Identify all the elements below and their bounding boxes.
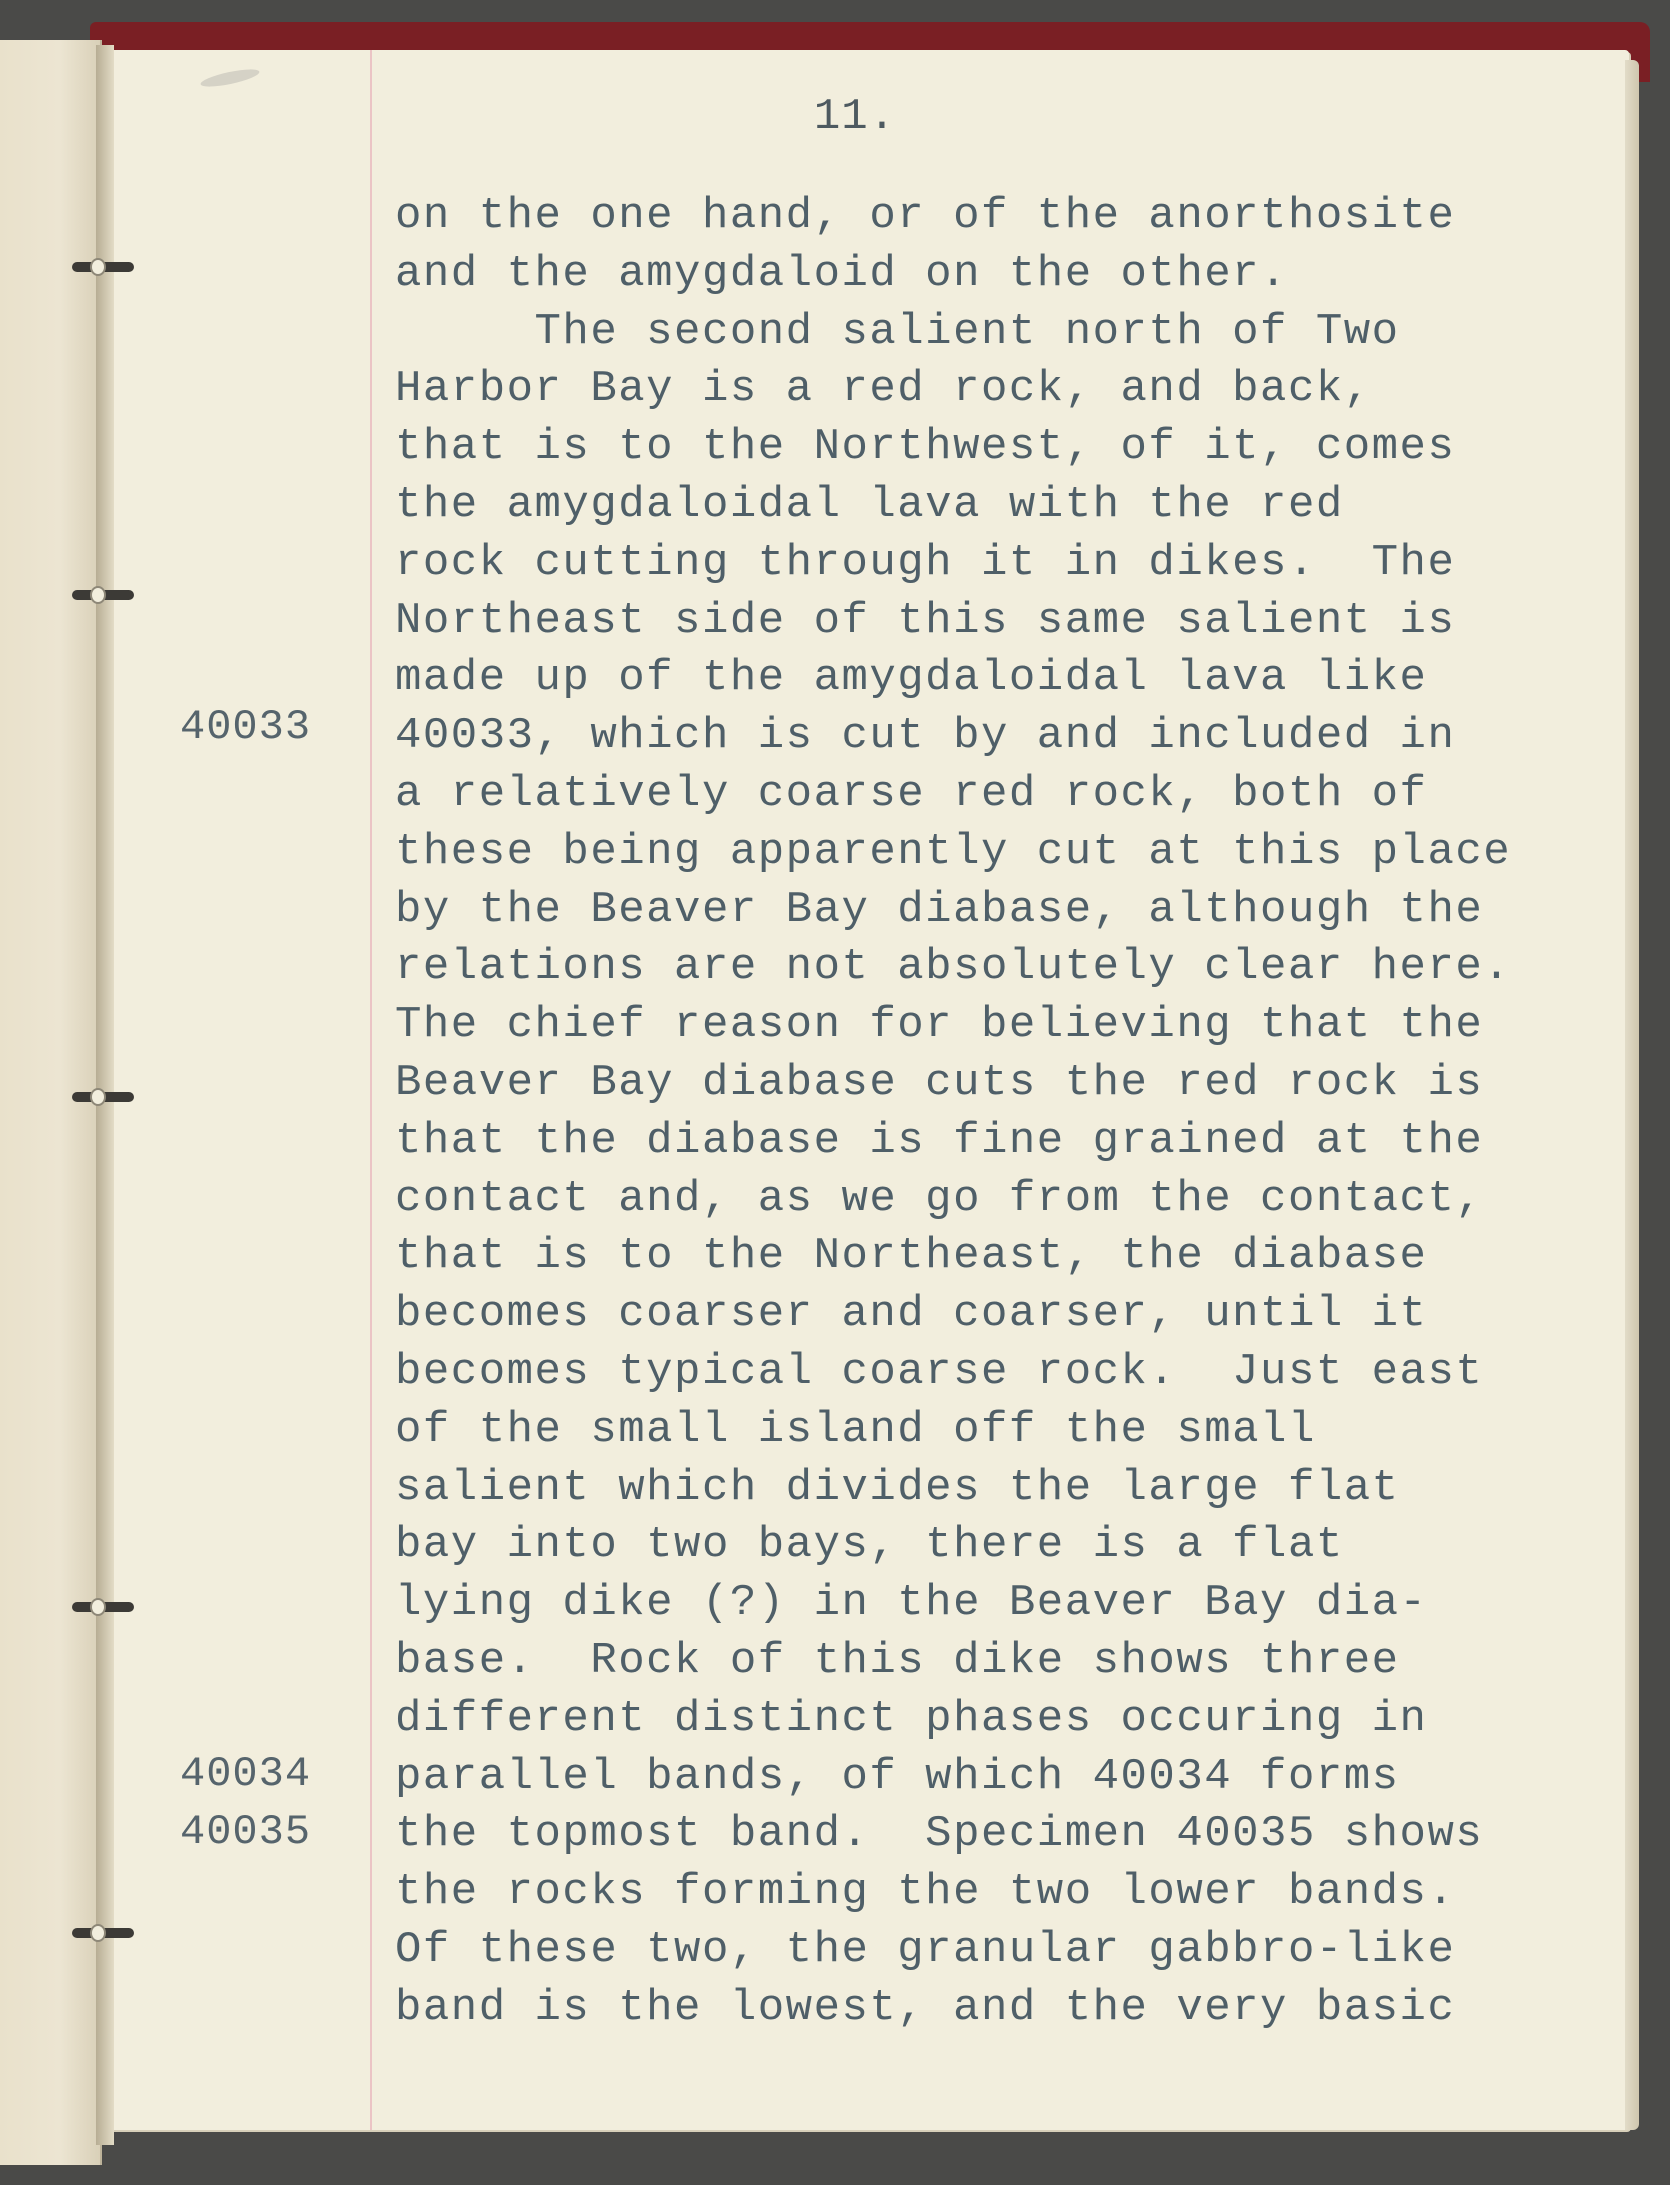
text-line: rock cutting through it in dikes. The bbox=[395, 537, 1456, 588]
text-line: relations are not absolutely clear here. bbox=[395, 942, 1512, 993]
text-line: Northeast side of this same salient is bbox=[395, 595, 1456, 646]
text-line: that is to the Northwest, of it, comes bbox=[395, 422, 1456, 473]
text-line: these being apparently cut at this place bbox=[395, 826, 1512, 877]
text-line: the topmost band. Specimen 40035 shows bbox=[395, 1809, 1484, 1860]
text-line: a relatively coarse red rock, both of bbox=[395, 768, 1428, 819]
text-line: the amygdaloidal lava with the red bbox=[395, 479, 1344, 530]
text-line: parallel bands, of which 40034 forms bbox=[395, 1751, 1400, 1802]
text-line: Harbor Bay is a red rock, and back, bbox=[395, 364, 1372, 415]
text-line: contact and, as we go from the contact, bbox=[395, 1173, 1484, 1224]
text-line: that the diabase is fine grained at the bbox=[395, 1115, 1484, 1166]
text-line: becomes typical coarse rock. Just east bbox=[395, 1346, 1484, 1397]
text-line: The second salient north of Two bbox=[395, 306, 1400, 357]
binder-ring-icon bbox=[72, 1092, 134, 1102]
text-line: salient which divides the large flat bbox=[395, 1462, 1400, 1513]
page-edge bbox=[1625, 60, 1639, 2130]
text-line: made up of the amygdaloidal lava like bbox=[395, 653, 1428, 704]
binder-ring-icon bbox=[72, 262, 134, 272]
binder-ring-icon bbox=[72, 1602, 134, 1612]
specimen-number-note: 40033 bbox=[180, 703, 312, 751]
text-line: The chief reason for believing that the bbox=[395, 1000, 1484, 1051]
text-line: band is the lowest, and the very basic bbox=[395, 1982, 1456, 2033]
text-line: the rocks forming the two lower bands. bbox=[395, 1867, 1456, 1918]
text-line: lying dike (?) in the Beaver Bay dia- bbox=[395, 1578, 1428, 1629]
text-line: 40033, which is cut by and included in bbox=[395, 711, 1456, 762]
previous-page-edge bbox=[0, 40, 102, 2165]
specimen-number-note: 40034 bbox=[180, 1750, 312, 1798]
binder-ring-icon bbox=[72, 590, 134, 600]
text-line: of the small island off the small bbox=[395, 1404, 1316, 1455]
text-line: Beaver Bay diabase cuts the red rock is bbox=[395, 1057, 1484, 1108]
text-line: different distinct phases occuring in bbox=[395, 1693, 1428, 1744]
text-line: becomes coarser and coarser, until it bbox=[395, 1289, 1428, 1340]
margin-rule bbox=[370, 50, 372, 2130]
page-number: 11. bbox=[813, 92, 897, 142]
text-line: by the Beaver Bay diabase, although the bbox=[395, 884, 1484, 935]
typed-text-body bbox=[395, 188, 1625, 2038]
binder-ring-icon bbox=[72, 1928, 134, 1938]
text-line: base. Rock of this dike shows three bbox=[395, 1635, 1400, 1686]
text-line: bay into two bays, there is a flat bbox=[395, 1520, 1344, 1571]
text-line: and the amygdaloid on the other. bbox=[395, 248, 1288, 299]
text-line: Of these two, the granular gabbro-like bbox=[395, 1924, 1456, 1975]
text-line: that is to the Northeast, the diabase bbox=[395, 1231, 1428, 1282]
text-line: on the one hand, or of the anorthosite bbox=[395, 191, 1456, 241]
specimen-number-note: 40035 bbox=[180, 1808, 312, 1856]
